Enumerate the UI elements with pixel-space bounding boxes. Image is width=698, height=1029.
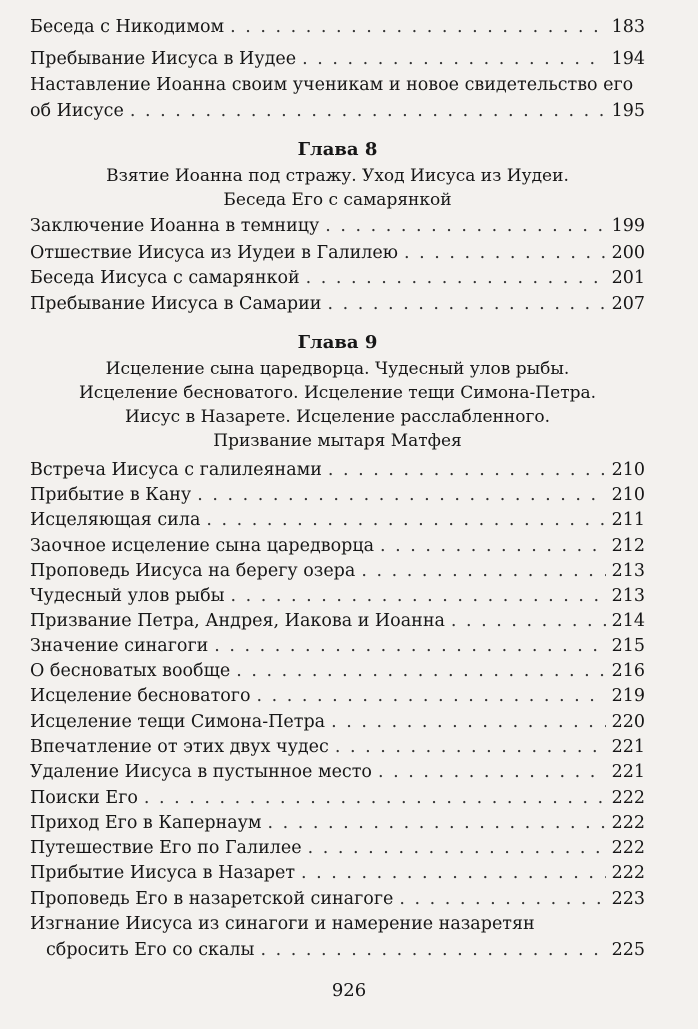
toc-entry [30,265,645,291]
toc-entry-page: 213 [611,561,645,581]
chapter-heading: Глава 8 [297,139,378,160]
dot-leader [214,633,605,659]
dot-leader [306,265,606,291]
toc-entry-page: 225 [611,940,645,960]
dot-leader [335,734,606,760]
dot-leader [130,98,606,124]
dot-leader [302,46,605,72]
toc-entry [30,558,645,584]
toc-entry-page: 214 [611,611,645,631]
toc-entry-title: Исцеляющая сила [30,510,201,530]
dot-leader [331,709,606,735]
toc-entry-title: Исцеление тещи Симона-Петра [30,712,326,732]
toc-entry [30,583,645,609]
toc-entry-title: об Иисусе [30,101,124,121]
dot-leader [144,785,606,811]
toc-entry-page: 194 [611,49,645,69]
toc-entry [30,98,645,124]
toc-entry [30,810,645,836]
toc-entry-page: 222 [611,838,645,858]
dot-leader [230,14,605,40]
toc-entry-page: 183 [611,17,645,37]
toc-entry-title: Поиски Его [30,788,138,808]
toc-entry-title: Проповедь Его в назаретской синагоге [30,889,394,909]
toc-entry-title: Значение синагоги [30,636,209,656]
toc-entry-title: Путешествие Его по Галилее [30,838,302,858]
dot-leader [404,240,606,266]
toc-entry [30,734,645,760]
dot-leader [236,658,605,684]
toc-entry [30,507,645,533]
chapter-subtitle: Призвание мытаря Матфея [213,431,462,451]
dot-leader [380,533,606,559]
toc-entry-title: Беседа Иисуса с самарянкой [30,268,300,288]
dot-leader [328,457,606,483]
toc-entry-page: 212 [611,536,645,556]
dot-leader [308,835,606,861]
toc-entry-page: 213 [611,586,645,606]
toc-entry-page: 210 [611,485,645,505]
chapter-subtitle: Беседа Его с самарянкой [223,190,452,210]
dot-leader [257,683,606,709]
dot-leader [451,608,606,634]
toc-entry [30,291,645,317]
toc-entry-title: Проповедь Иисуса на берегу озера [30,561,356,581]
toc-entry-page: 222 [611,813,645,833]
toc-entry [30,457,645,483]
toc-entry-title: Заочное исцеление сына царедворца [30,536,375,556]
toc-entry-title-line1: Наставление Иоанна своим ученикам и новое свидетельство его [30,75,634,95]
toc-entry [30,785,645,811]
toc-entry-title: сбросить Его со скалы [46,940,255,960]
toc-entry-page: 221 [611,762,645,782]
toc-entry-page: 201 [611,268,645,288]
toc-entry-page: 222 [611,788,645,808]
toc-entry-page: 220 [611,712,645,732]
toc-entry-page: 222 [611,863,645,883]
toc-entry-title: Встреча Иисуса с галилеянами [30,460,322,480]
toc-entry-page: 207 [611,294,645,314]
toc-entry-page: 200 [611,243,645,263]
toc-entry-title: Исцеление бесноватого [30,686,251,706]
dot-leader [260,937,605,963]
chapter-subtitle: Взятие Иоанна под стражу. Уход Иисуса из Иудеи. [106,166,569,186]
toc-entry-page: 215 [611,636,645,656]
dot-leader [378,759,606,785]
toc-entry-title: Пребывание Иисуса в Иудее [30,49,297,69]
dot-leader [231,583,606,609]
toc-entry [30,658,645,684]
toc-entry [30,608,645,634]
toc-entry-title: Чудесный улов рыбы [30,586,225,606]
toc-entry-title: Призвание Петра, Андрея, Иакова и Иоанна [30,611,445,631]
toc-entry-title: Приход Его в Капернаум [30,813,262,833]
toc-entry [30,46,645,72]
chapter-subtitle: Иисус в Назарете. Исцеление расслабленного. [124,407,551,427]
dot-leader [206,507,605,533]
dot-leader [327,291,605,317]
toc-entry-title: Прибытие Иисуса в Назарет [30,863,296,883]
toc-entry-title: Заключение Иоанна в темницу [30,216,320,236]
toc-entry [30,533,645,559]
dot-leader [399,886,605,912]
dot-leader [325,213,605,239]
dot-leader [301,860,606,886]
toc-entry [30,759,645,785]
toc-entry-page: 210 [611,460,645,480]
toc-entry [30,213,645,239]
chapter-heading: Глава 9 [297,332,378,353]
toc-entry-page: 195 [611,101,645,121]
dot-leader [268,810,606,836]
chapter-subtitle: Исцеление бесноватого. Исцеление тещи Симона-Петра. [78,383,597,403]
toc-entry [30,860,645,886]
toc-entry [30,886,645,912]
page-number: 926 [331,980,367,1001]
toc-entry-page: 221 [611,737,645,757]
toc-entry-page: 216 [611,661,645,681]
toc-entry-page: 223 [611,889,645,909]
toc-entry [30,683,645,709]
toc-entry-title: Пребывание Иисуса в Самарии [30,294,322,314]
toc-entry-title: Беседа с Никодимом [30,17,225,37]
toc-entry-page: 199 [611,216,645,236]
toc-entry-title: Отшествие Иисуса из Иудеи в Галилею [30,243,399,263]
toc-entry-title: Прибытие в Кану [30,485,192,505]
toc-entry [30,709,645,735]
chapter-subtitle: Исцеление сына царедворца. Чудесный улов рыбы. [105,359,570,379]
toc-entry [30,633,645,659]
dot-leader [197,482,605,508]
toc-entry-title: Удаление Иисуса в пустынное место [30,762,372,782]
dot-leader [361,558,605,584]
toc-entry [30,240,645,266]
toc-entry [30,14,645,40]
toc-entry-title: О бесноватых вообще [30,661,231,681]
toc-entry-page: 219 [611,686,645,706]
toc-entry [30,482,645,508]
toc-entry-title-line1: Изгнание Иисуса из синагоги и намерение назаретян [30,914,535,934]
toc-entry [30,835,645,861]
toc-entry-title: Впечатление от этих двух чудес [30,737,329,757]
toc-entry-page: 211 [611,510,645,530]
toc-entry [46,937,645,963]
